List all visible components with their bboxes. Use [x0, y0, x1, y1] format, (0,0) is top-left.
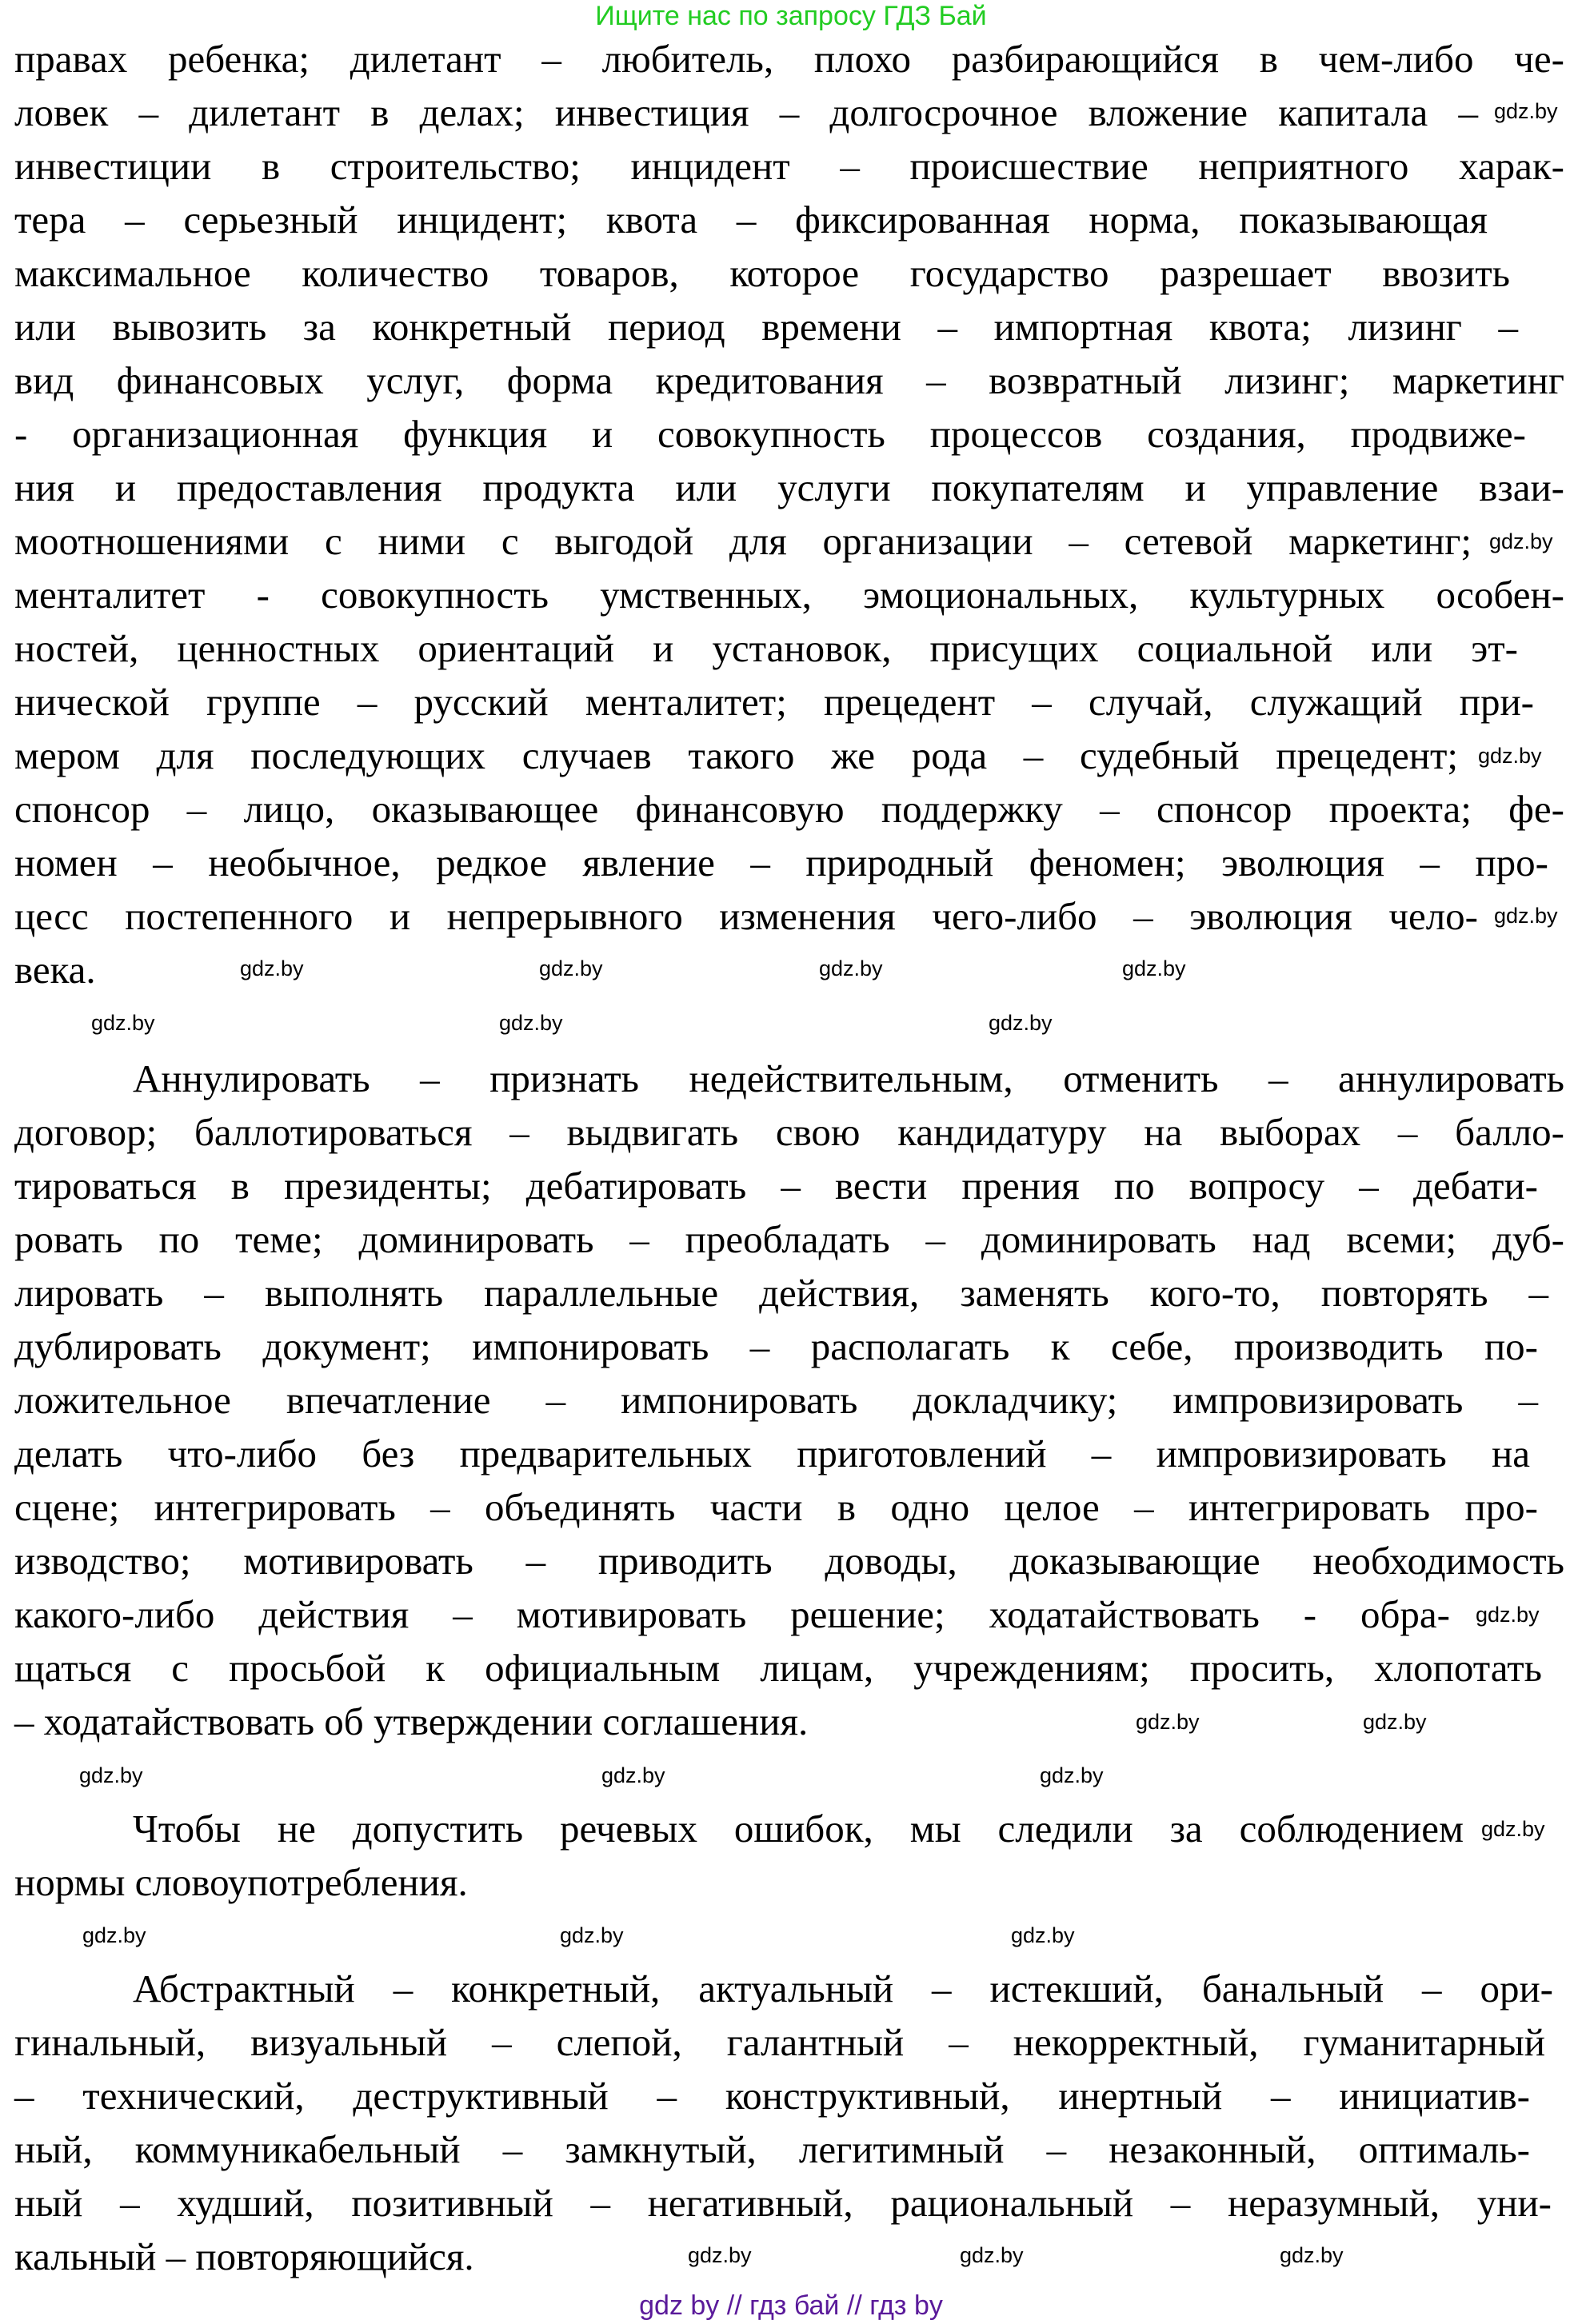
text-line: номен – необычное, редкое явление – природный феномен; эволюция – про- — [14, 841, 1548, 884]
text-line: изводство; мотивировать – приводить доводы, доказывающие необходимость — [14, 1539, 1564, 1583]
watermark: gdz.by — [1494, 99, 1558, 123]
watermark: gdz.by — [688, 2243, 752, 2267]
text-line: – технический, деструктивный – конструктивный, инертный – инициатив- — [14, 2074, 1530, 2118]
text-line: ный – худший, позитивный – негативный, рациональный – неразумный, уни- — [14, 2181, 1552, 2225]
text-line: спонсор – лицо, оказывающее финансовую поддержку – спонсор проекта; фе- — [14, 787, 1564, 831]
watermark: gdz.by — [499, 1011, 563, 1035]
text-line: ровать по теме; доминировать – преобладать – доминировать над всеми; дуб- — [14, 1217, 1564, 1261]
text-line: правах ребенка; дилетант – любитель, плохо разбирающийся в чем-либо че- — [14, 37, 1564, 81]
footer-links: gdz by // гдз бай // гдз by — [639, 2290, 943, 2321]
text-line: дублировать документ; импонировать – располагать к себе, производить по- — [14, 1324, 1538, 1368]
watermark: gdz.by — [560, 1923, 624, 1947]
watermark: gdz.by — [1122, 956, 1186, 980]
watermark: gdz.by — [1280, 2243, 1344, 2267]
watermark: gdz.by — [79, 1763, 143, 1787]
text-line: делать что-либо без предварительных приготовлений – импровизировать на — [14, 1432, 1530, 1475]
text-line: максимальное количество товаров, которое государство разрешает ввозить — [14, 251, 1510, 295]
text-line: моотношениями с ними с выгодой для организации – сетевой маркетинг; — [14, 519, 1472, 563]
watermark: gdz.by — [1476, 1603, 1540, 1627]
text-line: кальный – повторяющийся. — [14, 2234, 474, 2278]
watermark: gdz.by — [82, 1923, 146, 1947]
watermark: gdz.by — [1363, 1710, 1427, 1734]
text-line: ловек – дилетант в делах; инвестиция – долгосрочное вложение капитала – — [14, 90, 1478, 134]
watermark: gdz.by — [960, 2243, 1024, 2267]
text-line: нической группе – русский менталитет; прецедент – случай, служащий при- — [14, 680, 1534, 724]
watermark: gdz.by — [539, 956, 603, 980]
text-line: тироваться в президенты; дебатировать – вести прения по вопросу – дебати- — [14, 1164, 1538, 1208]
text-line: ния и предоставления продукта или услуги покупателям и управление взаи- — [14, 465, 1564, 509]
watermark: gdz.by — [819, 956, 883, 980]
text-line: вид финансовых услуг, форма кредитования – возвратный лизинг; маркетинг — [14, 358, 1564, 402]
watermark: gdz.by — [240, 956, 304, 980]
text-line: века. — [14, 948, 96, 992]
text-line: мером для последующих случаев такого же рода – судебный прецедент; — [14, 733, 1458, 777]
watermark: gdz.by — [1478, 744, 1542, 768]
search-hint-banner: Ищите нас по запросу ГДЗ Бай — [595, 1, 987, 31]
text-line: ложительное впечатление – импонировать докладчику; импровизировать – — [14, 1378, 1538, 1422]
text-line: цесс постепенного и непрерывного изменения чего-либо – эволюция чело- — [14, 894, 1478, 938]
text-line: какого-либо действия – мотивировать решение; ходатайствовать - обра- — [14, 1592, 1450, 1636]
watermark: gdz.by — [1481, 1817, 1545, 1841]
watermark: gdz.by — [1040, 1763, 1104, 1787]
text-line: гинальный, визуальный – слепой, галантный – некорректный, гуманитарный — [14, 2020, 1545, 2064]
text-line: тера – серьезный инцидент; квота – фиксированная норма, показывающая — [14, 198, 1488, 242]
text-line: сцене; интегрировать – объединять части в одно целое – интегрировать про- — [14, 1485, 1538, 1529]
text-line: лировать – выполнять параллельные действия, заменять кого-то, повторять – — [14, 1271, 1548, 1315]
text-line: инвестиции в строительство; инцидент – происшествие неприятного харак- — [14, 144, 1564, 188]
watermark: gdz.by — [1489, 529, 1553, 553]
watermark: gdz.by — [989, 1011, 1053, 1035]
text-line: договор; баллотироваться – выдвигать свою кандидатуру на выборах – балло- — [14, 1110, 1564, 1154]
text-line: ный, коммуникабельный – замкнутый, легитимный – незаконный, оптималь- — [14, 2127, 1530, 2171]
watermark: gdz.by — [1136, 1710, 1200, 1734]
text-line: менталитет - совокупность умственных, эмоциональных, культурных особен- — [14, 573, 1564, 617]
text-line: ностей, ценностных ориентаций и установок, присущих социальной или эт- — [14, 626, 1518, 670]
text-line: или вывозить за конкретный период времени – импортная квота; лизинг – — [14, 305, 1518, 349]
watermark: gdz.by — [1494, 904, 1558, 928]
text-line: Аннулировать – признать недействительным, отменить – аннулировать — [133, 1056, 1564, 1100]
text-line: – ходатайствовать об утверждении соглашения. — [14, 1699, 809, 1743]
text-line: Абстрактный – конкретный, актуальный – истекший, банальный – ори- — [133, 1967, 1553, 2011]
watermark: gdz.by — [601, 1763, 665, 1787]
text-line: щаться с просьбой к официальным лицам, учреждениям; просить, хлопотать — [14, 1646, 1542, 1690]
text-line: - организационная функция и совокупность процессов создания, продвиже- — [14, 412, 1526, 456]
text-line: нормы словоупотребления. — [14, 1860, 468, 1904]
text-line: Чтобы не допустить речевых ошибок, мы следили за соблюдением — [133, 1807, 1464, 1851]
watermark: gdz.by — [91, 1011, 155, 1035]
watermark: gdz.by — [1011, 1923, 1075, 1947]
